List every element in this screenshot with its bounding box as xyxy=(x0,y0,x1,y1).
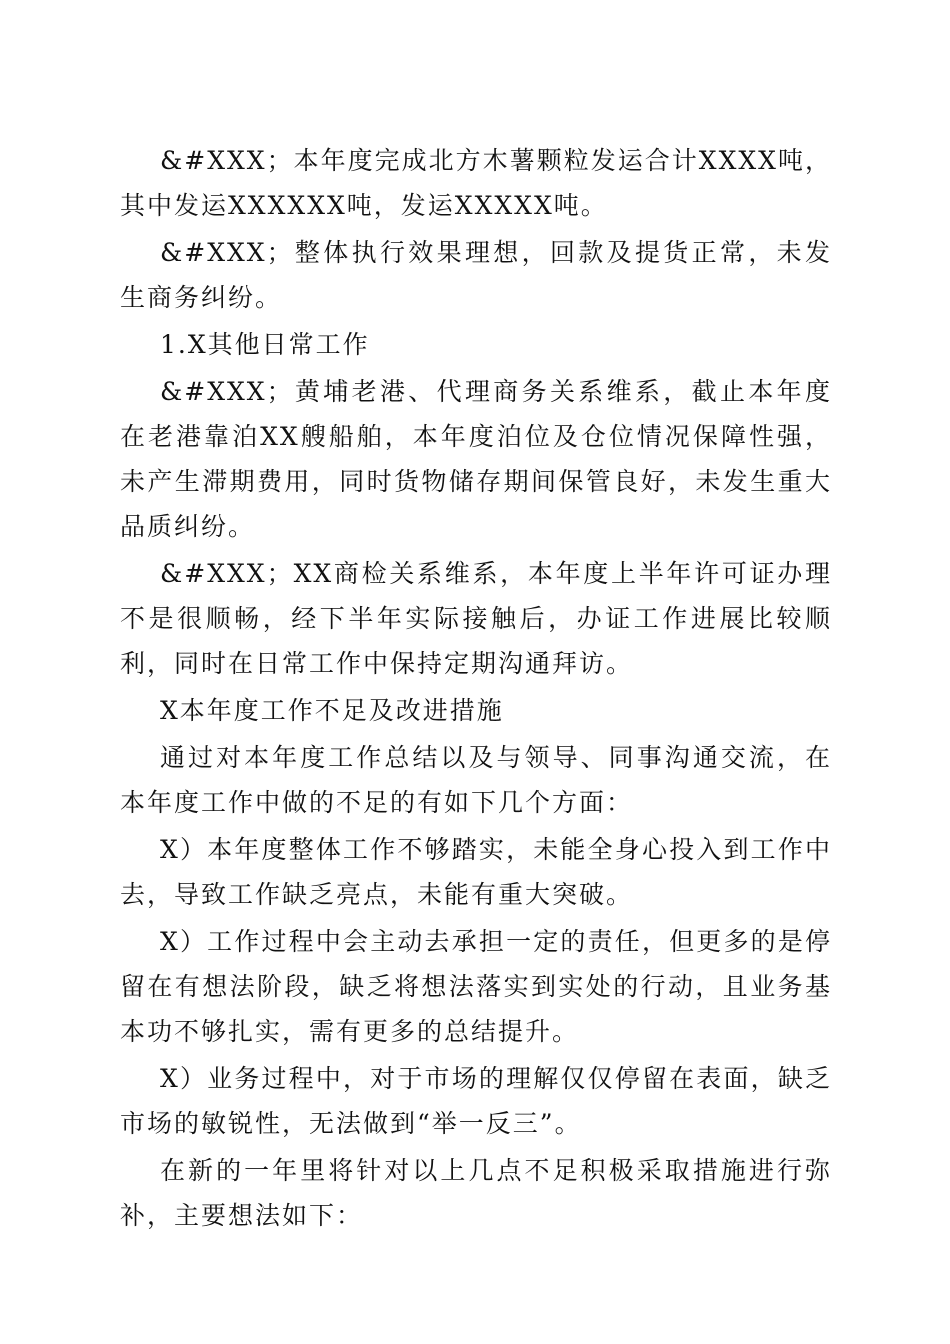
section-heading-shortcomings: X本年度工作不足及改进措施 xyxy=(160,696,504,725)
paragraph-shipment-total: &#XXX；本年度完成北方木薯颗粒发运合计XXXX吨，其中发运XXXXXX吨，发运XXXXX吨。 xyxy=(120,146,832,220)
paragraph-improvement-intro: 在新的一年里将针对以上几点不足积极采取措施进行弥补，主要想法如下： xyxy=(120,1156,832,1230)
paragraph-port-relations: &#XXX；黄埔老港、代理商务关系维系，截止本年度在老港靠泊XX艘船舶，本年度泊位及仓位情况保障性强，未产生滞期费用，同时货物储存期间保管良好，未发生重大品质纠纷。 xyxy=(120,377,832,541)
document-page xyxy=(120,138,832,1240)
paragraph-inspection-relations: &#XXX；XX商检关系维系，本年度上半年许可证办理不是很顺畅，经下半年实际接触后，办证工作进展比较顺利，同时在日常工作中保持定期沟通拜访。 xyxy=(120,559,832,678)
paragraph-shortcomings-intro: 通过对本年度工作总结以及与领导、同事沟通交流，在本年度工作中做的不足的有如下几个方面： xyxy=(120,743,832,817)
paragraph-execution-result: &#XXX；整体执行效果理想，回款及提货正常，未发生商务纠纷。 xyxy=(120,238,832,312)
section-heading-daily-work: 1.X其他日常工作 xyxy=(160,330,370,359)
list-item-shortcoming-3: X）业务过程中，对于市场的理解仅仅停留在表面，缺乏市场的敏锐性，无法做到“举一反三”。 xyxy=(120,1064,832,1138)
list-item-shortcoming-1: X）本年度整体工作不够踏实，未能全身心投入到工作中去，导致工作缺乏亮点，未能有重大突破。 xyxy=(120,835,832,909)
list-item-shortcoming-2: X）工作过程中会主动去承担一定的责任，但更多的是停留在有想法阶段，缺乏将想法落实到实处的行动，且业务基本功不够扎实，需有更多的总结提升。 xyxy=(120,927,832,1046)
